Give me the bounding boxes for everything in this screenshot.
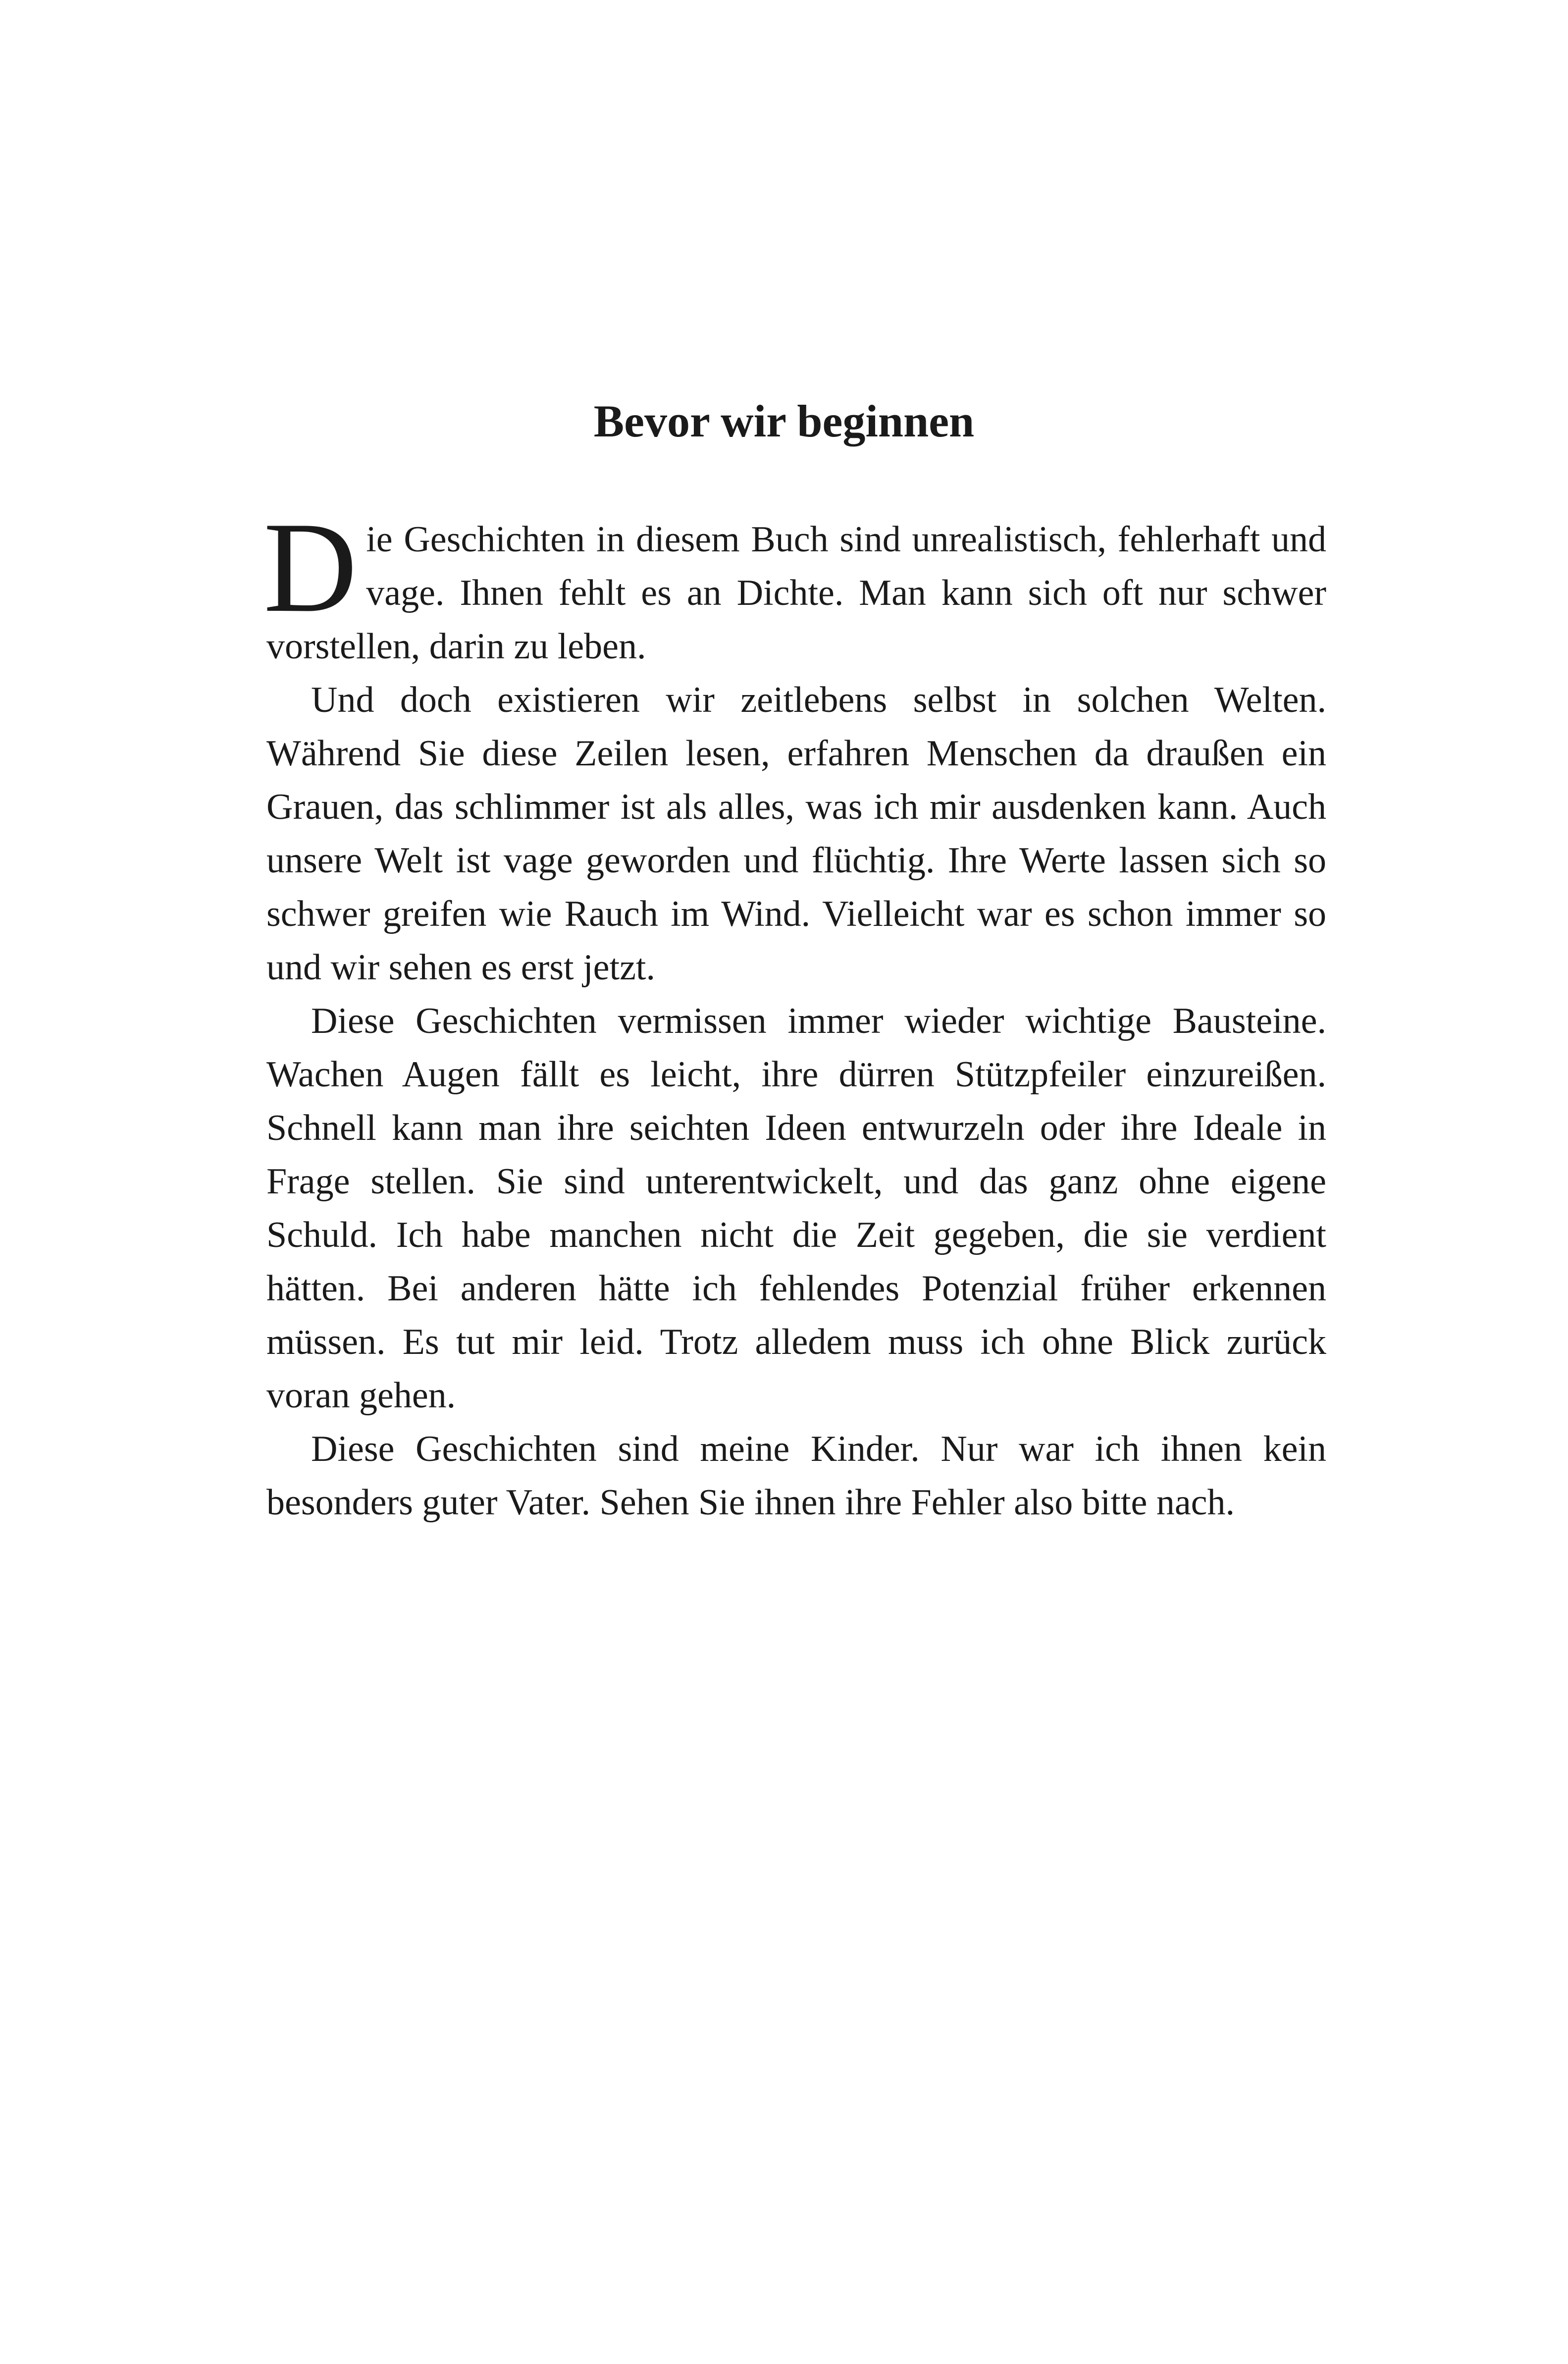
body-text [263, 495, 1326, 1529]
chapter-title: Bevor wir beginnen [593, 396, 975, 446]
paragraph-1-text: ie Geschichten in diesem Buch sind unrealistisch, fehlerhaft und vage. Ihnen fehlt es an Dichte. Man kann sich oft nur schwer vorstellen, darin zu leben. [266, 519, 1326, 667]
paragraph-2: Und doch existieren wir zeitlebens selbst in solchen Welten. Während Sie diese Zeilen lesen, erfahren Menschen da draußen ein Grauen, das schlimmer ist als alles, was ich mir ausdenken kann. Auch unsere Welt ist vage geworden und flüchtig. Ihre Werte lassen sich so schwer greifen wie Rauch im Wind. Vielleicht war es schon immer so und wir sehen es erst jetzt. [266, 680, 1326, 988]
paragraph-3: Diese Geschichten vermissen immer wieder wichtige Bausteine. Wachen Augen fällt es leicht, ihre dürren Stützpfeiler einzureißen. Schnell kann man ihre seichten Ideen entwurzeln oder ihre Ideale in Frage stellen. Sie sind unterentwickelt, und das ganz ohne eigene Schuld. Ich habe manchen nicht die Zeit gegeben, die sie verdient hätten. Bei anderen hätte ich fehlendes Potenzial früher erkennen müssen. Es tut mir leid. Trotz alledem muss ich ohne Blick zurück voran gehen. [266, 1001, 1326, 1416]
drop-cap-initial: D [263, 495, 358, 639]
paragraph-1 [263, 495, 1326, 673]
paragraph-4: Diese Geschichten sind meine Kinder. Nur war ich ihnen kein besonders guter Vater. Sehen Sie ihnen ihre Fehler also bitte nach. [266, 1429, 1326, 1523]
